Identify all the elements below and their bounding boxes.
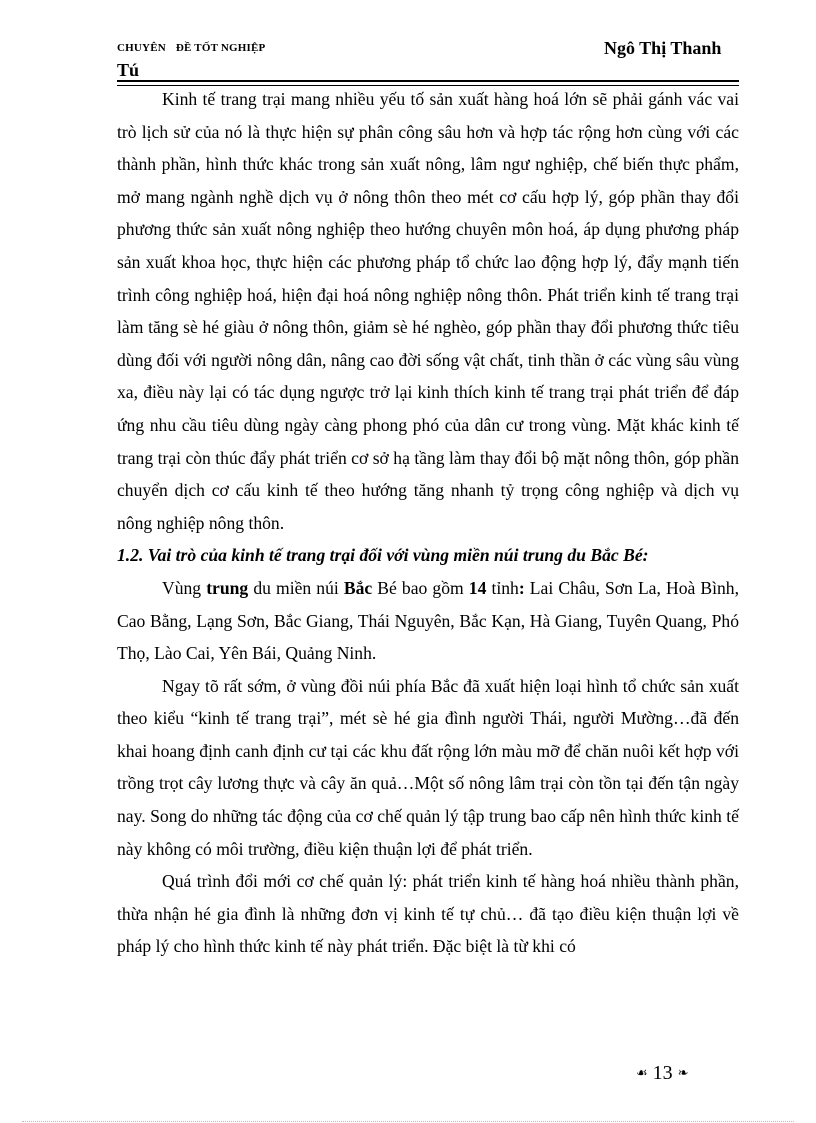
header-author-continued: Tú bbox=[117, 60, 140, 80]
ornament-left-icon: ☙ bbox=[636, 1065, 648, 1080]
page-number: 13 bbox=[652, 1062, 673, 1084]
p2-text: Bé bao gồm bbox=[372, 577, 469, 598]
document-body bbox=[117, 83, 739, 963]
p2-bold: Bắc bbox=[343, 577, 373, 598]
ornament-right-icon: ❧ bbox=[677, 1065, 689, 1080]
page-bottom-border bbox=[22, 1121, 794, 1122]
header-document-type bbox=[117, 42, 265, 54]
header-left-word: CHUYÊN bbox=[117, 42, 166, 54]
p2-text: du miền núi bbox=[248, 577, 344, 598]
paragraph-3: Ngay tõ rất sớm, ở vùng đồi núi phía Bắc đã xuất hiện loại hình tổ chức sản xuất theo kiểu “kinh tế trang trại”, mét sè hé gia đình người Thái, người Mường…đã đến khai hoang định canh định cư tại các khu đất rộng lớn màu mỡ để chăn nuôi kết hợp với trồng trọt cây lương thực và cây ăn quả…Một số nông lâm trại còn tồn tại đến tận ngày nay. Song do những tác động của cơ chế quản lý tập trung bao cấp nên hình thức kinh tế này không có môi trường, điều kiện thuận lợi để phát triển. bbox=[117, 675, 739, 859]
header-left-rest: ĐỀ TỐT NGHIỆP bbox=[175, 42, 266, 54]
header-author: Ngô Thị Thanh bbox=[604, 38, 722, 58]
p2-bold: 14 bbox=[468, 577, 487, 598]
section-heading: 1.2. Vai trò của kinh tế trang trại đối với vùng miền núi trung du Bắc Bé: bbox=[117, 545, 649, 566]
page-footer bbox=[636, 1062, 689, 1085]
p2-text: Lai Châu, Sơn La, Hoà Bình, Cao Bằng, Lạng Sơn, Bắc Giang, Thái Nguyên, Bắc Kạn, Hà Giang, Tuyên Quang, Phó Thọ, Lào Cai, Yên Bái, Quảng Ninh. bbox=[117, 577, 739, 664]
paragraph-2 bbox=[117, 572, 739, 670]
p2-bold: : bbox=[518, 577, 525, 598]
p2-bold: trung bbox=[206, 577, 249, 598]
header-rule-thick bbox=[117, 80, 739, 82]
paragraph-4: Quá trình đổi mới cơ chế quản lý: phát triển kinh tế hàng hoá nhiều thành phần, thừa nhận hé gia đình là những đơn vị kinh tế tự chủ… đã tạo điều kiện thuận lợi về pháp lý cho hình thức kinh tế này phát triển. Đặc biệt là từ khi có bbox=[117, 871, 739, 957]
p2-text: tỉnh bbox=[486, 577, 519, 598]
p2-text: Vùng bbox=[162, 577, 207, 598]
paragraph-1: Kinh tế trang trại mang nhiều yếu tố sản xuất hàng hoá lớn sẽ phải gánh vác vai trò lịch sử của nó là thực hiện sự phân công sâu hơn và hợp tác rộng hơn cùng với các thành phần, hình thức khác trong sản xuất nông, lâm ngư nghiệp, chế biến thực phẩm, mở mang ngành nghề dịch vụ ở nông thôn theo mét cơ cấu hợp lý, góp phần thay đổi phương thức sản xuất nông nghiệp theo hướng chuyên môn hoá, áp dụng phương pháp sản xuất khoa học, thực hiện các phương pháp tổ chức lao động hợp lý, đẩy mạnh tiến trình công nghiệp hoá, hiện đại hoá nông nghiệp nông thôn. Phát triển kinh tế trang trại làm tăng sè hé giàu ở nông thôn, giảm sè hé nghèo, góp phần thay đổi phương thức tiêu dùng đối với người nông dân, nâng cao đời sống vật chất, tinh thần ở các vùng sâu vùng xa, điều này lại có tác dụng ngược trở lại kinh thích kinh tế trang trại phát triển để đáp ứng nhu cầu tiêu dùng ngày càng phong phó của dân cư trong vùng. Mặt khác kinh tế trang trại còn thúc đẩy phát triển cơ sở hạ tầng làm thay đổi bộ mặt nông thôn, góp phần chuyển dịch cơ cấu kinh tế theo hướng tăng nhanh tỷ trọng công nghiệp và dịch vụ nông nghiệp nông thôn. bbox=[117, 89, 739, 533]
